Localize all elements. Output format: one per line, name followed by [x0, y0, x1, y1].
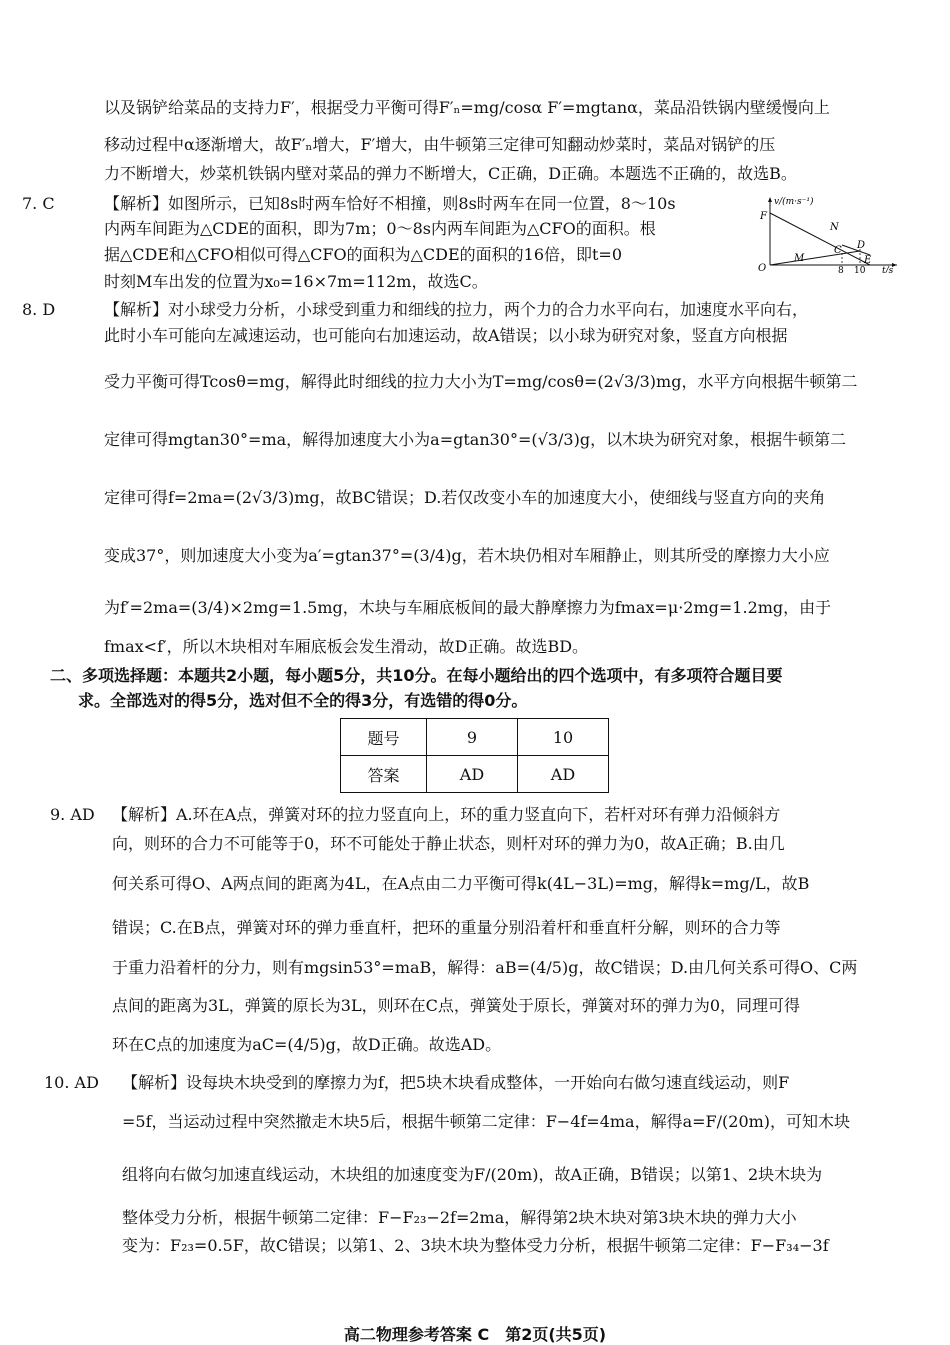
- text-line-22: 环在C点的加速度为aC=(4/5)g，故D正确。故选AD。: [112, 1035, 502, 1054]
- section-heading-line-1: 二、多项选择题：本题共2小题，每小题5分，共10分。在每小题给出的四个选项中，有多项符合题目要: [50, 666, 783, 685]
- text-line-12: 定律可得f=2ma=(2√3/3)mg，故BC错误；D.若仅改变小车的加速度大小，使细线与竖直方向的夹角: [104, 488, 826, 507]
- table-cell: AD: [518, 756, 609, 793]
- table-cell: 答案: [341, 756, 427, 793]
- label-o: O: [758, 263, 767, 273]
- text-line-19: 错误；C.在B点，弹簧对环的弹力垂直杆，把环的重量分别沿着杆和垂直杆分解，则环的合力等: [112, 918, 781, 937]
- tick-8: 8: [838, 266, 844, 273]
- table-cell: AD: [427, 756, 518, 793]
- text-line-13: 变成37°，则加速度大小变为a′=gtan37°=(3/4)g，若木块仍相对车厢静止，则其所受的摩擦力大小应: [104, 546, 830, 565]
- text-line-9: 此时小车可能向左减速运动，也可能向右加速运动，故A错误；以小球为研究对象，竖直方向根据: [104, 326, 788, 345]
- section-heading-line-2: 求。全部选对的得5分，选对但不全的得3分，有选错的得0分。: [78, 691, 528, 710]
- text-line-1: 以及锅铲给菜品的支持力F′，根据受力平衡可得F′ₙ=mg/cosα F′=mgtanα，菜品沿铁锅内壁缓慢向上: [104, 98, 830, 117]
- label-f: F: [760, 211, 767, 222]
- tick-10: 10: [854, 266, 866, 273]
- table-cell: 题号: [341, 719, 427, 756]
- graph-xlabel: t/s: [882, 266, 894, 273]
- text-line-6: 据△CDE和△CFO相似可得△CFO的面积为△CDE的面积的16倍，即t=0: [104, 245, 623, 264]
- text-line-24: =5f，当运动过程中突然撤走木块5后，根据牛顿第二定律：F−4f=4ma，解得a=F/(20m)，可知木块: [122, 1112, 851, 1131]
- text-line-17: 向，则环的合力不可能等于0，环不可能处于静止状态，则杆对环的弹力为0，故A正确；B.由几: [112, 834, 785, 853]
- text-line-2: 移动过程中α逐渐增大，故F′ₙ增大，F′增大，由牛顿第三定律可知翻动炒菜时，菜品对锅铲的压: [104, 135, 776, 154]
- table-cell: 10: [518, 719, 609, 756]
- table-cell: 9: [427, 719, 518, 756]
- vt-graph: [752, 193, 902, 273]
- label-m: M: [794, 253, 805, 264]
- text-line-11: 定律可得mgtan30°=ma，解得加速度大小为a=gtan30°=(√3/3)g，以木块为研究对象，根据牛顿第二: [104, 430, 847, 449]
- label-c: C: [834, 245, 842, 256]
- q7-number: 7. C: [22, 194, 55, 213]
- label-e: E: [864, 255, 872, 266]
- text-line-3: 力不断增大，炒菜机铁锅内壁对菜品的弹力不断增大，C正确，D正确。本题选不正确的，故选B。: [104, 164, 797, 183]
- text-line-27: 变为：F₂₃=0.5F，故C错误；以第1、2、3块木块为整体受力分析，根据牛顿第二定律：F−F₃₄−3f: [122, 1236, 829, 1255]
- graph-ylabel: v/(m·s⁻¹): [774, 197, 814, 207]
- text-line-16: 【解析】A.环在A点，弹簧对环的拉力竖直向上，环的重力竖直向下，若杆对环有弹力沿倾斜方: [112, 805, 781, 824]
- page-footer: 高二物理参考答案 C 第2页(共5页): [343, 1325, 607, 1344]
- text-line-20: 于重力沿着杆的分力，则有mgsin53°=maB，解得：aB=(4/5)g，故C错误；D.由几何关系可得O、C两: [112, 958, 858, 977]
- text-line-10: 受力平衡可得Tcosθ=mg，解得此时细线的拉力大小为T=mg/cosθ=(2√3/3)mg，水平方向根据牛顿第二: [104, 372, 858, 391]
- text-line-5: 内两车间距为△CDE的面积，即为7m；0～8s内两车间距为△CFO的面积。根: [104, 219, 656, 238]
- q10-number: 10. AD: [44, 1073, 99, 1092]
- text-line-8: 【解析】对小球受力分析，小球受到重力和细线的拉力，两个力的合力水平向右，加速度水平向右，: [104, 300, 809, 319]
- text-line-23: 【解析】设每块木块受到的摩擦力为f，把5块木块看成整体，一开始向右做匀速直线运动，则F: [122, 1073, 790, 1092]
- text-line-7: 时刻M车出发的位置为x₀=16×7m=112m，故选C。: [104, 272, 488, 291]
- text-line-14: 为f′=2ma=(3/4)×2mg=1.5mg，木块与车厢底板间的最大静摩擦力为fmax=μ·2mg=1.2mg，由于: [104, 598, 832, 617]
- text-line-26: 整体受力分析，根据牛顿第二定律：F−F₂₃−2f=2ma，解得第2块木块对第3块木块的弹力大小: [122, 1208, 797, 1227]
- line-m: [770, 251, 860, 265]
- q9-number: 9. AD: [50, 805, 95, 824]
- table-row: [341, 756, 609, 793]
- text-line-18: 何关系可得O、A两点间的距离为4L，在A点由二力平衡可得k(4L−3L)=mg，解得k=mg/L，故B: [112, 874, 810, 893]
- q8-number: 8. D: [22, 300, 56, 319]
- text-line-15: fmax<f′，所以木块相对车厢底板会发生滑动，故D正确。故选BD。: [104, 637, 589, 656]
- label-n: N: [830, 222, 839, 233]
- label-d: D: [857, 240, 866, 251]
- answer-table: [340, 718, 609, 793]
- text-line-25: 组将向右做匀加速直线运动，木块组的加速度变为F/(20m)，故A正确，B错误；以第1、2块木块为: [122, 1165, 823, 1184]
- text-line-21: 点间的距离为3L，弹簧的原长为3L，则环在C点，弹簧处于原长，弹簧对环的弹力为0，同理可得: [112, 996, 801, 1015]
- text-line-4: 【解析】如图所示，已知8s时两车恰好不相撞，则8s时两车在同一位置，8～10s: [104, 194, 676, 213]
- table-row: [341, 719, 609, 756]
- y-arrow-icon: [768, 197, 772, 202]
